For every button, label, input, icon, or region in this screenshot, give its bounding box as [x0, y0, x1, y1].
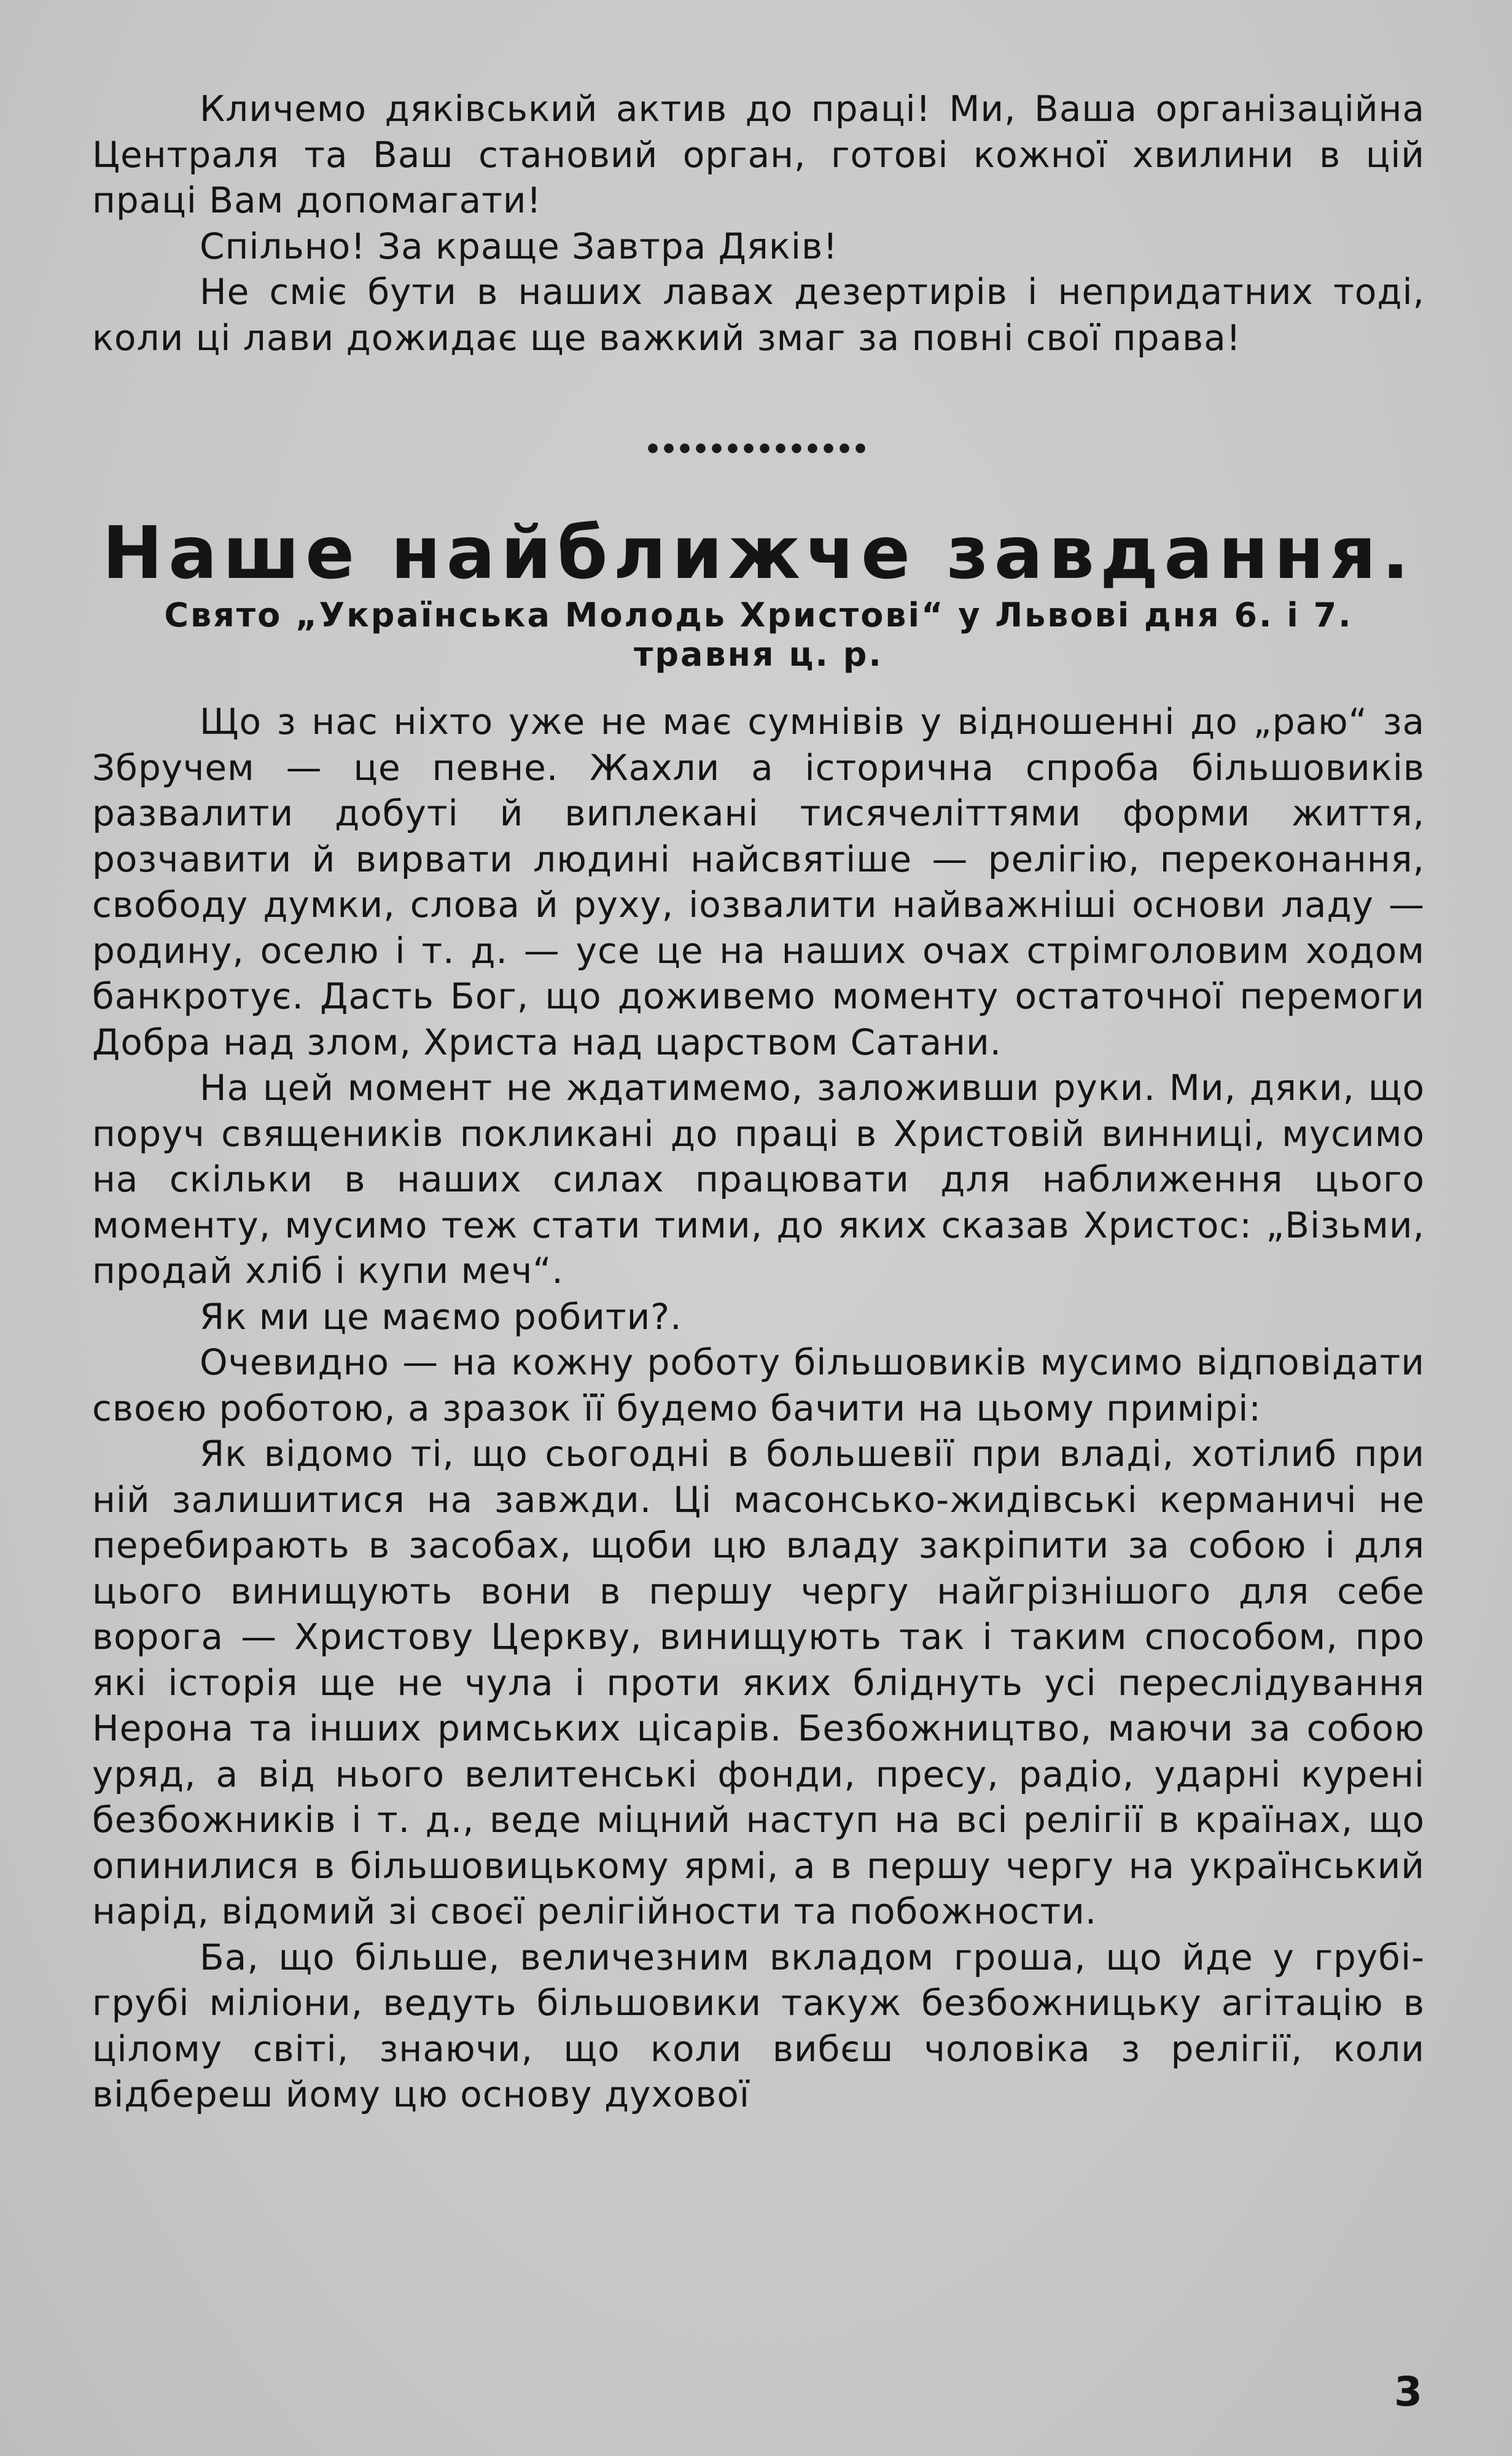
- article-paragraph: Як відомо ті, що сьогодні в большевії при владі, хотілиб при ній залишитися на завжди. Ці масонсько-жидівські керманичі не перебирають в засобах, щоби цю владу закріпити за собою і для цього винищують вони в першу чергу найгрізнішого для себе ворога — Христову Церкву, винищують так і таким способом, про які історія ще не чула і проти яких бліднуть усі переслідування Нерона та інших римських цісарів. Безбожництво, маючи за собою уряд, а від нього велитенські фонди, пресу, радіо, ударні курені безбожників і т. д., веде міцний наступ на всі релігії в країнах, що опинилися в більшовицькому ярмі, а в першу чергу на український нарід, відомий зі своєї релігійности та побожности.: [92, 1433, 1425, 1932]
- article-title: Наше найближче завдання.: [102, 510, 1415, 595]
- article-paragraph: Що з нас ніхто уже не має сумнівів у відношенні до „раю“ за Збручем — це певне. Жахли а історична спроба більшовиків развалити добуті й виплекані тисячеліттями форми життя, розчавити й вирвати людині найсвятіше — релігію, переконання, свободу думки, слова й руху, ioзвалити найважніші основи ладу — родину, оселю і т. д. — усе це на наших очах стрімголовим ходом банкротує. Дасть Бог, що доживемо моменту остаточної перемоги Добра над злом, Христа над царством Сатани.: [92, 701, 1425, 1063]
- article-paragraph: Як ми це маємо робити?.: [200, 1295, 682, 1338]
- intro-section: [92, 86, 1425, 361]
- article-subtitle: Свято „Українська Молодь Христові“ у Львові дня 6. і 7. травня ц. р.: [164, 596, 1353, 674]
- intro-paragraph: Кличемо дяківський актив до праці! Ми, Ваша організаційна Централя та Ваш становий орган, готові кожної хвилини в цій праці Вам допомагати!: [92, 88, 1425, 221]
- article-body: [92, 699, 1425, 2118]
- article-paragraph: Очевидно — на кожну роботу більшовиків мусимо відповідати своєю роботою, а зразок її будемо бачити на цьому примірі:: [92, 1341, 1425, 1429]
- dotted-divider: [645, 442, 866, 454]
- article-paragraph: Ба, що більше, величезним вкладом гроша, що йде у грубі-грубі міліони, ведуть більшовики такуж безбожницьку агітацію в цілому світі, знаючи, що коли вибєш чоловіка з релігії, коли відбереш йому цю основу духової: [92, 1936, 1425, 2115]
- intro-paragraph: Не сміє бути в наших лавах дезертирів і непридатних тоді, коли ці лави дожидає ще важкий змаг за повні свої права!: [92, 271, 1425, 359]
- article-paragraph: На цей момент не ждатимемо, заложивши руки. Ми, дяки, що поруч священиків покликані до праці в Христовій винниці, мусимо на скільки в наших силах працювати для наближення цього моменту, мусимо теж стати тими, до яких сказав Христос: „Візьми, продай хліб і купи меч“.: [92, 1067, 1425, 1292]
- intro-paragraph: Спільно! За краще Завтра Дяків!: [200, 225, 838, 267]
- page-number: 3: [1394, 2368, 1422, 2415]
